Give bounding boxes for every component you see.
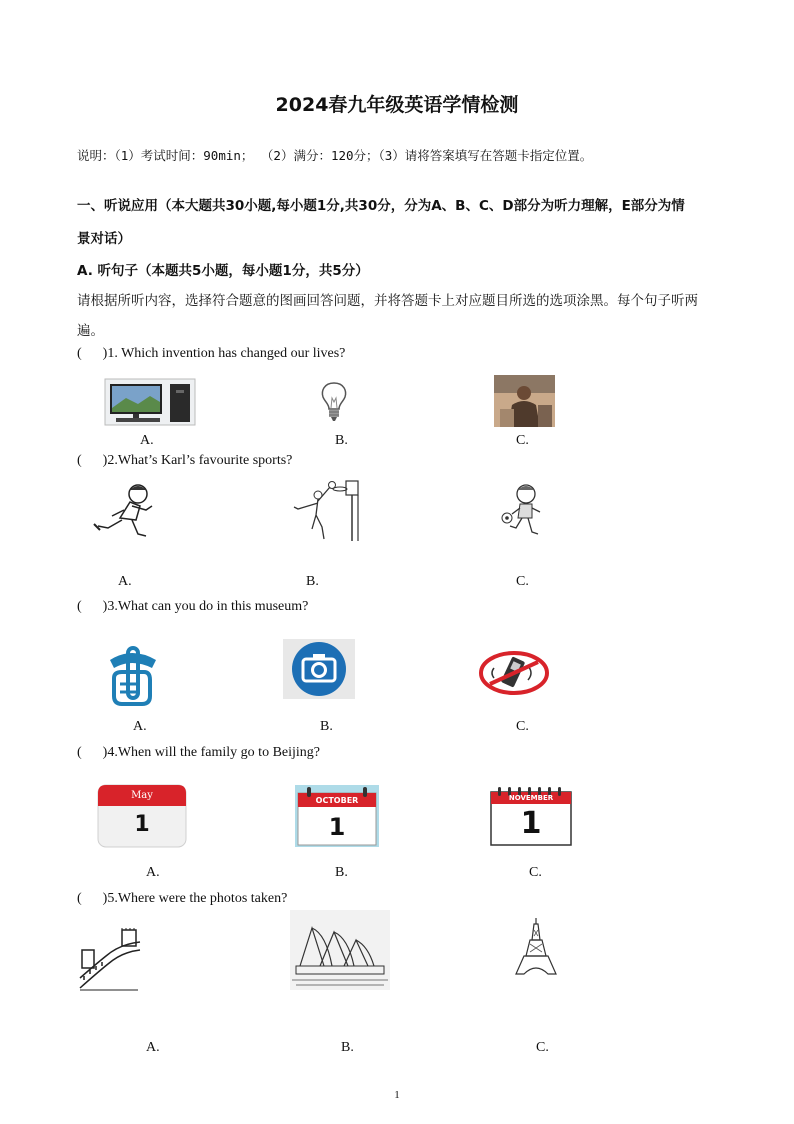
option-c-label: C. <box>516 719 529 734</box>
section-heading-line2: 景对话） <box>77 231 131 247</box>
quiet-sign-image <box>104 644 162 708</box>
part-a-instructions-line2: 遍。 <box>77 323 104 339</box>
option-a-label: A. <box>140 433 154 448</box>
sydney-opera-house-image <box>290 910 390 990</box>
calendar-october-image <box>295 785 379 847</box>
answer-bracket[interactable]: ( ) <box>77 599 108 614</box>
calendar-day-label: 1 <box>328 813 346 841</box>
question-text: 3.What can you do in this museum? <box>107 599 309 614</box>
light-bulb-image <box>318 380 350 424</box>
option-b-label: B. <box>335 433 348 448</box>
answer-bracket[interactable]: ( ) <box>77 346 108 361</box>
question-2 <box>77 453 292 469</box>
exam-instructions: 说明：（1）考试时间：90min； （2）满分：120分；（3）请将答案填写在答题卡指定位置。 <box>77 148 593 163</box>
question-3 <box>77 599 308 615</box>
question-text: 1. Which invention has changed our lives? <box>107 346 346 361</box>
computer-image <box>104 378 196 426</box>
calendar-day-label: 1 <box>520 806 542 841</box>
running-boy-image <box>80 480 170 544</box>
option-a-label: A. <box>133 719 147 734</box>
no-phone-sign-image <box>478 650 550 696</box>
soccer-boy-image <box>500 482 544 540</box>
page-number: 1 <box>394 1089 400 1101</box>
question-4 <box>77 745 320 761</box>
question-1 <box>77 346 345 362</box>
option-a-label: A. <box>146 865 160 880</box>
option-a-label: A. <box>118 574 132 589</box>
calendar-may-image <box>97 784 187 848</box>
option-c-label: C. <box>516 433 529 448</box>
calendar-month-label: OCTOBER <box>315 796 359 805</box>
answer-bracket[interactable]: ( ) <box>77 453 108 468</box>
basketball-player-image <box>288 479 364 543</box>
option-c-label: C. <box>529 865 542 880</box>
question-text: 4.When will the family go to Beijing? <box>107 745 321 760</box>
option-b-label: B. <box>341 1040 354 1055</box>
calendar-day-label: 1 <box>134 812 150 837</box>
part-a-instructions-line1: 请根据所听内容，选择符合题意的图画回答问题，并将答题卡上对应题目所选的选项涂黑。每个句子听两 <box>77 293 698 309</box>
calendar-month-label: May <box>131 790 153 801</box>
calendar-month-label: NOVEMBER <box>508 794 554 802</box>
option-b-label: B. <box>306 574 319 589</box>
calendar-november-image <box>490 786 572 846</box>
question-5 <box>77 891 287 907</box>
old-photo-image <box>494 375 555 427</box>
section-heading-line1: 一、听说应用（本大题共30小题,每小题1分,共30分，分为A、B、C、D部分为听力理解，E部分为情 <box>77 198 685 214</box>
option-c-label: C. <box>516 574 529 589</box>
eiffel-tower-image <box>514 916 558 976</box>
option-b-label: B. <box>320 719 333 734</box>
option-a-label: A. <box>146 1040 160 1055</box>
option-c-label: C. <box>536 1040 549 1055</box>
question-text: 2.What’s Karl’s favourite sports? <box>107 453 293 468</box>
answer-bracket[interactable]: ( ) <box>77 891 108 906</box>
part-a-heading: A. 听句子（本题共5小题，每小题1分，共5分） <box>77 263 369 279</box>
question-text: 5.Where were the photos taken? <box>107 891 288 906</box>
answer-bracket[interactable]: ( ) <box>77 745 108 760</box>
great-wall-image <box>78 928 144 992</box>
page-title: 2024春九年级英语学情检测 <box>275 94 519 116</box>
option-b-label: B. <box>335 865 348 880</box>
camera-sign-image <box>283 639 355 699</box>
